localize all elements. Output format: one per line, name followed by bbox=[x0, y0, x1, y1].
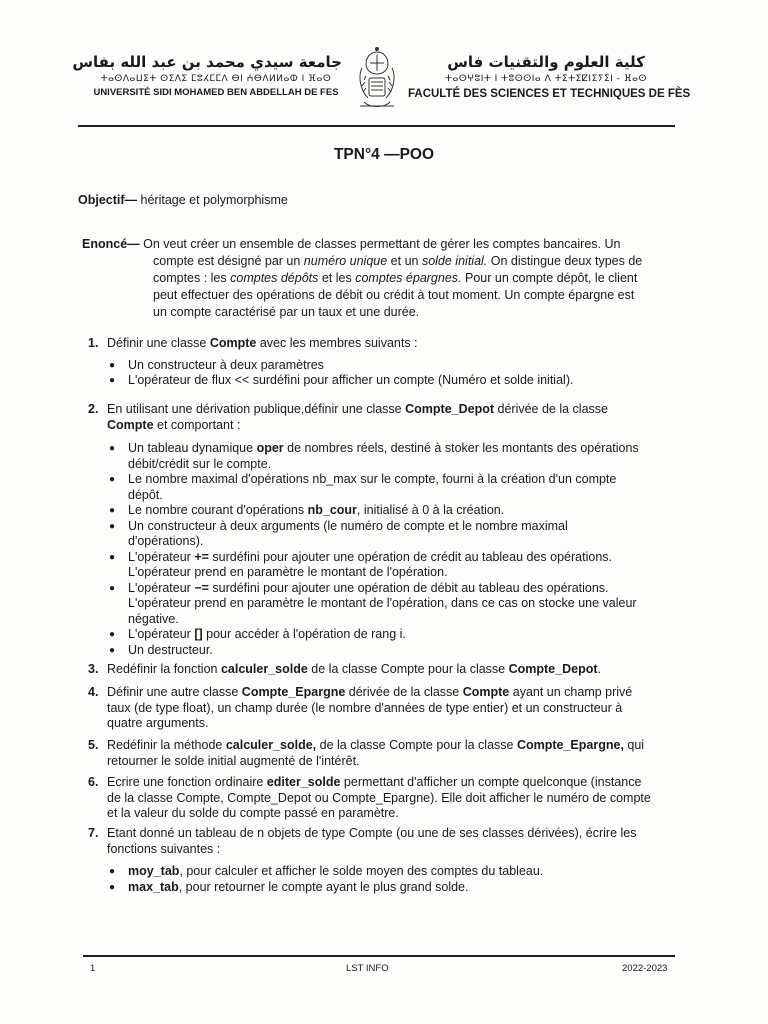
question-7-list bbox=[88, 864, 692, 895]
list-text-part: de nombres réels, destiné à stoker les montants des opérations bbox=[283, 441, 639, 455]
list-text-part: L'opérateur bbox=[128, 580, 195, 595]
statement-label: Enoncé— bbox=[82, 237, 140, 251]
statement-line-5: un compte caractérisé par un taux et une durée. bbox=[153, 305, 420, 319]
question-text bbox=[107, 336, 692, 352]
question-text bbox=[107, 685, 692, 732]
objective bbox=[78, 193, 288, 207]
question-2 bbox=[88, 402, 692, 658]
statement-text: On distingue deux types de bbox=[487, 254, 643, 268]
list-item-text: Un constructeur à deux paramètres bbox=[128, 357, 324, 372]
statement-emphasis: comptes épargnes. bbox=[355, 271, 462, 285]
statement-emphasis: comptes dépôts bbox=[230, 271, 319, 285]
question-number: 4. bbox=[88, 685, 99, 699]
list-text-part: négative. bbox=[128, 611, 179, 626]
question-text bbox=[107, 738, 692, 769]
problem-statement bbox=[82, 236, 679, 321]
list-text-part: d'opérations). bbox=[128, 534, 204, 548]
function-name: calculer_solde, bbox=[225, 738, 317, 752]
bullet-icon: ● bbox=[109, 520, 116, 532]
faculty-name-french: FACULTÉ DES SCIENCES ET TECHNIQUES DE FÈS bbox=[408, 88, 691, 100]
bullet-icon: ● bbox=[109, 551, 116, 563]
question-line bbox=[107, 418, 692, 434]
statement-text: Pour un compte dépôt, le client bbox=[461, 271, 638, 285]
statement-text: et un bbox=[387, 254, 422, 268]
question-text-part: qui bbox=[623, 738, 645, 752]
question-text bbox=[107, 775, 692, 822]
list-text-part: L'opérateur prend en paramètre le montant de l'opération, dans ce cas on stocke une valeur bbox=[128, 596, 637, 610]
bullet-icon: ● bbox=[109, 474, 116, 485]
question-text-part: dérivée de la classe bbox=[345, 685, 463, 699]
bullet-icon: ● bbox=[109, 881, 116, 893]
function-name: calculer_solde bbox=[220, 662, 308, 676]
question-number: 2. bbox=[88, 402, 99, 416]
statement-line-4: peut effectuer des opérations de débit ou crédit à tout moment. Un compte épargne est bbox=[153, 288, 635, 302]
footer-year: 2022-2023 bbox=[622, 963, 668, 974]
question-text-part: définir une classe bbox=[304, 402, 406, 416]
member-name: nb_cour bbox=[307, 503, 357, 517]
list-text-part: Un tableau dynamique bbox=[128, 441, 257, 455]
class-name: Compte bbox=[462, 685, 510, 699]
class-name: Compte_Epargne, bbox=[516, 738, 624, 752]
list-text-part: , pour calculer et afficher le solde moyen des comptes du tableau. bbox=[179, 864, 544, 878]
list-text-part: L'opérateur prend en paramètre le montant de l'opération. bbox=[128, 565, 448, 579]
question-text-part: quatre arguments. bbox=[107, 716, 209, 730]
list-item-text: Un destructeur. bbox=[128, 642, 213, 657]
question-text-part: dérivée de la classe bbox=[494, 402, 608, 416]
list-item-text: L'opérateur de flux << surdéfini pour afficher un compte (Numéro et solde initial). bbox=[128, 373, 574, 387]
list-item bbox=[109, 503, 692, 519]
question-1 bbox=[88, 336, 692, 389]
statement-text: On veut créer un ensemble de classes permettant de gérer les comptes bancaires. Un bbox=[139, 237, 621, 251]
list-item bbox=[109, 357, 692, 374]
university-name-arabic: جامعة سيدي محمد بن عبد الله بفاس bbox=[72, 53, 342, 71]
class-name: Compte bbox=[209, 336, 257, 350]
question-4 bbox=[88, 685, 692, 732]
list-text-part: débit/crédit sur le compte. bbox=[128, 456, 272, 471]
university-emblem-icon bbox=[352, 46, 402, 112]
question-2-list bbox=[88, 441, 692, 658]
list-item bbox=[109, 549, 692, 581]
objective-text: héritage et polymorphisme bbox=[137, 193, 288, 207]
list-item bbox=[109, 642, 692, 659]
list-text-part: L'opérateur bbox=[128, 627, 195, 641]
class-name: Compte_Epargne bbox=[241, 685, 346, 699]
question-text-part: Ecrire une fonction ordinaire bbox=[107, 775, 267, 789]
statement-text: et les bbox=[318, 271, 356, 285]
question-text-part: et comportant : bbox=[153, 417, 241, 432]
question-number: 3. bbox=[88, 662, 99, 676]
bullet-icon: ● bbox=[109, 359, 116, 371]
question-number: 7. bbox=[88, 826, 99, 840]
list-text-part: , initialisé à 0 à la création. bbox=[356, 503, 505, 517]
footer-program: LST INFO bbox=[346, 963, 389, 974]
class-name: Compte_Depot bbox=[405, 402, 495, 416]
list-item-text bbox=[128, 864, 692, 880]
question-1-list bbox=[88, 358, 692, 389]
question-7 bbox=[88, 826, 692, 895]
list-text-part: surdéfini pour ajouter une opération de crédit au tableau des opérations. bbox=[208, 549, 612, 564]
list-text-part: dépôt. bbox=[128, 487, 163, 502]
faculty-name-block bbox=[408, 52, 691, 102]
operator-symbol: [] bbox=[194, 627, 203, 641]
question-text-part: taux (de type float), un champ durée (le nombre d'années de type entier) et un constructeur à bbox=[107, 700, 623, 715]
statement-text: comptes : les bbox=[153, 271, 231, 285]
document-title: TPN°4 —POO bbox=[333, 146, 435, 163]
list-item bbox=[109, 879, 692, 896]
statement-line-2 bbox=[82, 253, 679, 270]
faculty-name-tifinagh: ⵜⴰⵙⵖⵓⵏⵜ ⵏ ⵜⵓⵙⵙⵏⴰ ⴷ ⵜⵉⵜⵉⵇⵏⵉⵢⵉⵏ - ⴼⴰⵙ bbox=[445, 74, 647, 84]
question-text-part: de la classe Compte pour la classe bbox=[307, 662, 509, 676]
question-text-part: Redéfinir la méthode bbox=[107, 738, 226, 752]
list-item-text bbox=[128, 503, 692, 519]
list-text-part: surdéfini pour ajouter une opération de débit au tableau des opérations. bbox=[208, 580, 609, 595]
list-item bbox=[109, 518, 692, 550]
question-text bbox=[107, 662, 692, 678]
list-item-text bbox=[128, 472, 692, 503]
question-text-part: et la valeur du solde du compte passé en paramètre. bbox=[107, 806, 399, 820]
question-line bbox=[107, 402, 692, 418]
question-text-part: En utilisant une dérivation publique, bbox=[107, 402, 305, 416]
university-name-block bbox=[72, 52, 342, 100]
question-6 bbox=[88, 775, 692, 822]
list-text-part: , pour retourner le compte ayant le plus grand solde. bbox=[178, 879, 469, 894]
statement-text: compte est désigné par un bbox=[153, 254, 304, 268]
university-name-french: UNIVERSITÉ SIDI MOHAMED BEN ABDELLAH DE FES bbox=[93, 87, 339, 98]
question-text-part: . bbox=[597, 662, 601, 676]
list-text-part: Le nombre maximal d'opérations nb_max sur le compte, fourni à la création d'un compte bbox=[128, 472, 617, 486]
statement-emphasis: numéro unique bbox=[303, 254, 388, 268]
function-name: moy_tab bbox=[128, 864, 180, 878]
question-number: 1. bbox=[88, 336, 99, 350]
question-text-part: de la classe Compte pour la classe bbox=[316, 738, 517, 752]
question-text-part: de la classe Compte, Compte_Depot ou Compte_Epargne). Elle doit afficher le numéro de compte bbox=[107, 790, 651, 805]
footer-divider bbox=[83, 955, 675, 957]
list-text-part: L'opérateur bbox=[128, 549, 195, 564]
bullet-icon: ● bbox=[109, 443, 116, 454]
bullet-icon: ● bbox=[109, 644, 116, 656]
question-text-part: Définir une autre classe bbox=[107, 685, 242, 699]
question-text-part: Etant donné un tableau de n objets de type Compte (ou une de ses classes dérivées), écrire les bbox=[107, 826, 637, 840]
list-item-text bbox=[128, 581, 692, 628]
question-text bbox=[107, 402, 692, 433]
faculty-name-arabic: كلية العلوم والتقنيات فاس bbox=[447, 53, 645, 71]
question-number: 6. bbox=[88, 775, 99, 789]
question-number: 5. bbox=[88, 738, 99, 752]
list-item bbox=[109, 441, 692, 472]
question-text-part: avec les membres suivants : bbox=[256, 336, 418, 350]
statement-emphasis: solde initial. bbox=[421, 254, 488, 268]
question-text-part: Redéfinir la fonction bbox=[107, 662, 221, 676]
question-text-part: Définir une classe bbox=[107, 336, 210, 350]
question-text bbox=[107, 826, 692, 857]
header-divider bbox=[78, 125, 675, 127]
list-item-text bbox=[128, 519, 692, 550]
class-name: Compte bbox=[107, 417, 154, 432]
list-item bbox=[109, 472, 692, 503]
objective-label: Objectif— bbox=[78, 193, 138, 207]
list-item bbox=[109, 627, 692, 643]
list-item-text bbox=[128, 441, 692, 472]
bullet-icon: ● bbox=[109, 505, 116, 516]
operator-symbol: −= bbox=[194, 580, 209, 595]
function-name: max_tab bbox=[128, 879, 179, 894]
class-name: Compte_Depot bbox=[508, 662, 598, 676]
question-text-part: permettant d'afficher un compte quelconque (instance bbox=[340, 775, 642, 789]
list-text-part: Un constructeur à deux arguments (le numéro de compte et le nombre maximal bbox=[128, 518, 568, 533]
list-item bbox=[109, 864, 692, 880]
question-5 bbox=[88, 738, 692, 769]
operator-symbol: += bbox=[194, 549, 209, 564]
statement-line-1 bbox=[82, 236, 679, 253]
function-name: editer_solde bbox=[266, 775, 341, 789]
list-item bbox=[109, 373, 692, 389]
list-item-text bbox=[128, 627, 692, 643]
question-text-part: retourner le solde initial augmenté de l'intérêt. bbox=[107, 753, 360, 768]
statement-line-3 bbox=[82, 270, 679, 287]
question-text-part: fonctions suivantes : bbox=[107, 841, 221, 856]
question-text-part: ayant un champ privé bbox=[509, 685, 633, 699]
question-3 bbox=[88, 662, 692, 678]
list-item bbox=[109, 580, 692, 628]
list-text-part: Le nombre courant d'opérations bbox=[128, 503, 308, 517]
list-item-text bbox=[128, 550, 692, 581]
page-number: 1 bbox=[90, 963, 96, 974]
bullet-icon: ● bbox=[109, 866, 116, 877]
list-item-text bbox=[128, 880, 692, 896]
member-name: oper bbox=[256, 441, 284, 455]
list-text-part: pour accéder à l'opération de rang i. bbox=[202, 627, 406, 641]
bullet-icon: ● bbox=[109, 582, 116, 594]
bullet-icon: ● bbox=[109, 375, 116, 386]
bullet-icon: ● bbox=[109, 629, 116, 640]
university-name-tifinagh: ⵜⴰⵙⴷⴰⵡⵉⵜ ⵙⵉⴷⵉ ⵎⵓⵃⵎⵎⴷ ⴱⵏ ⵄⴱⴷⵍⵍⴰⵀ ⵏ ⴼⴰⵙ bbox=[100, 74, 332, 84]
